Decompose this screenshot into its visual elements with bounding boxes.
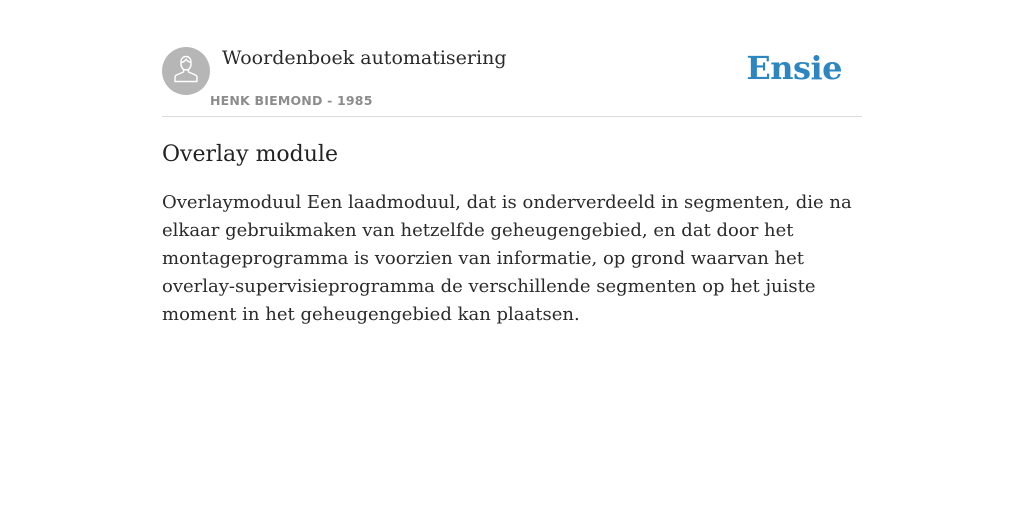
author-line[interactable]: HENK BIEMOND - 1985 bbox=[210, 93, 373, 108]
dictionary-header bbox=[162, 47, 862, 117]
user-icon bbox=[172, 54, 200, 88]
entry-content bbox=[162, 139, 862, 329]
entry-title: Overlay module bbox=[162, 142, 338, 167]
entry-definition: Overlaymoduul Een laadmoduul, dat is onderverdeeld in segmenten, die na elkaar gebruikmaken van hetzelfde geheugengebied, en dat door het montageprogramma is voorzien van informatie, op grond waarvan het overlay-supervisieprogramma de verschillende segmenten op het juiste moment in het geheugengebied kan plaatsen. bbox=[162, 192, 852, 325]
dictionary-title[interactable]: Woordenboek automatisering bbox=[222, 47, 507, 69]
author-avatar[interactable] bbox=[162, 47, 210, 95]
ensie-logo[interactable]: Ensie bbox=[746, 49, 842, 87]
